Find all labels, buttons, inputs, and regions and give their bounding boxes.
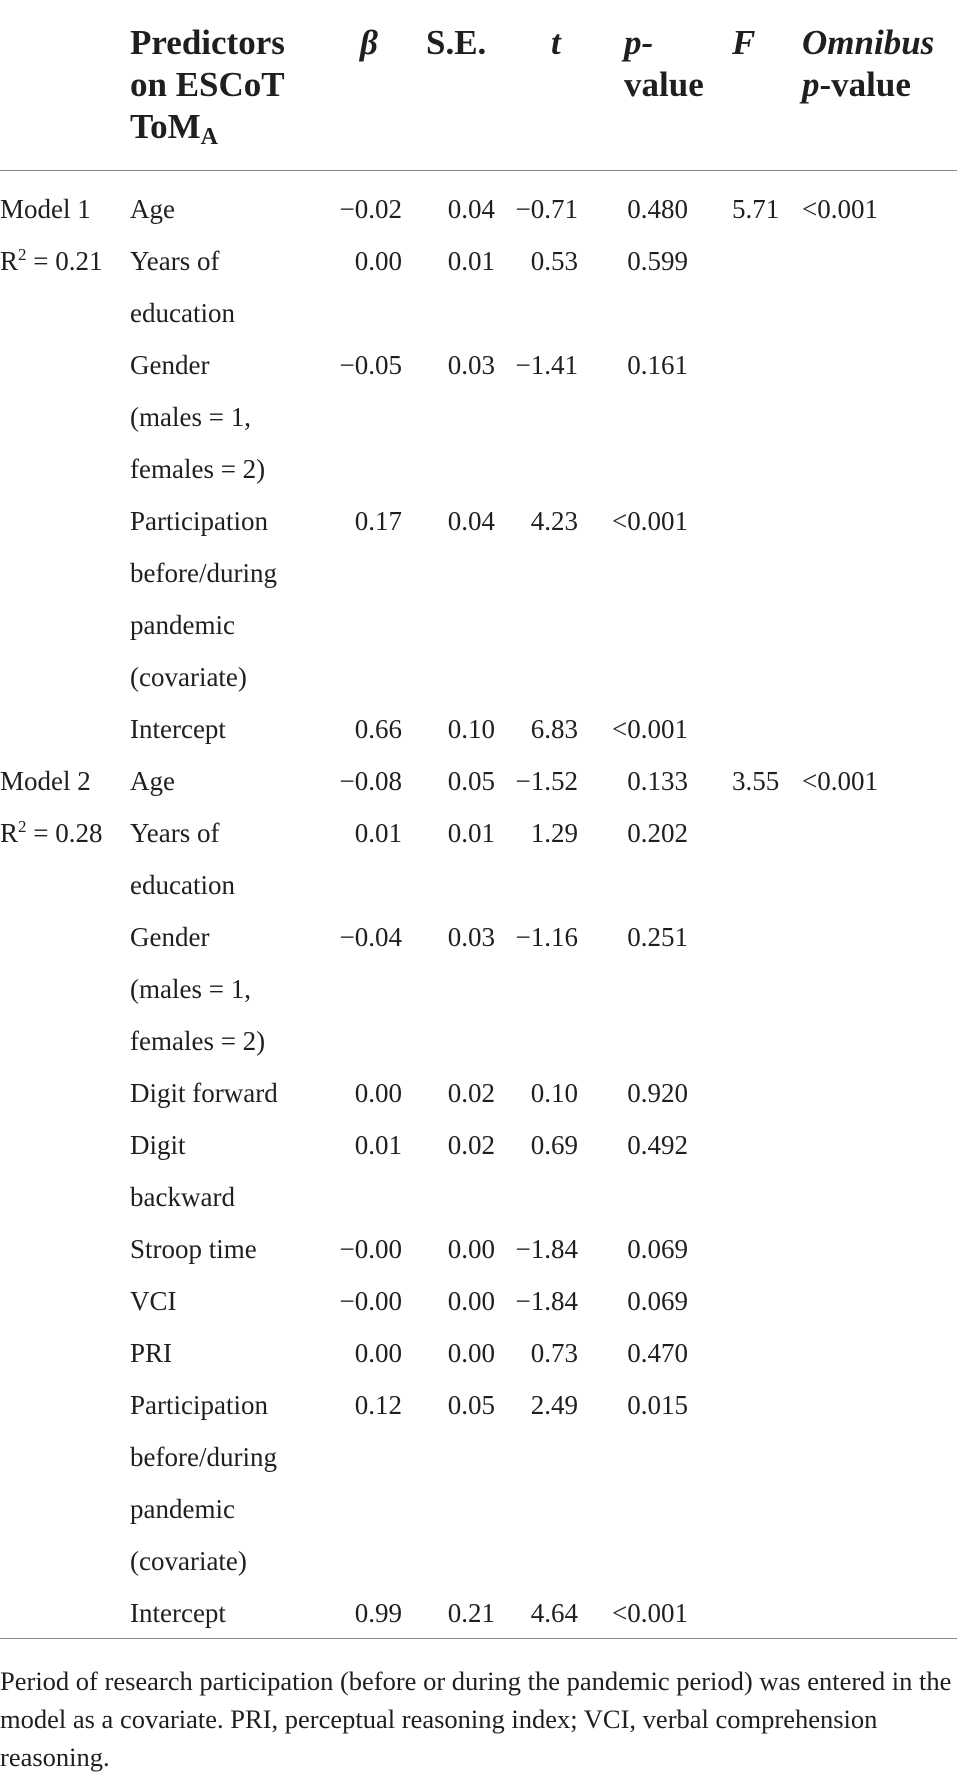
- cell-omnibus: [776, 1535, 957, 1587]
- cell-t: 0.10: [530, 1078, 578, 1108]
- header-omnibus-line1: Omnibus: [802, 23, 935, 62]
- header-omnibus-p: p: [802, 65, 820, 104]
- cell-se: [408, 599, 501, 651]
- cell-t: −1.84: [515, 1234, 578, 1264]
- cell-beta: −0.08: [339, 766, 402, 796]
- cell-model: [0, 599, 130, 651]
- header-row: [0, 14, 957, 171]
- table-row: [0, 391, 957, 443]
- cell-model: [0, 651, 130, 703]
- cell-beta: [312, 1431, 408, 1483]
- cell-p-value: 0.069: [627, 1286, 688, 1316]
- cell-f: [694, 547, 776, 599]
- header-f: F: [694, 14, 776, 171]
- cell-model: [0, 495, 130, 547]
- cell-beta: [312, 1535, 408, 1587]
- r2-label: R: [0, 818, 19, 848]
- cell-se: 0.02: [447, 1130, 495, 1160]
- cell-predictor: (males = 1,: [130, 402, 251, 432]
- cell-se: [408, 391, 501, 443]
- cell-t: [501, 963, 594, 1015]
- cell-omnibus: [776, 1275, 957, 1327]
- cell-f: [694, 339, 776, 391]
- cell-predictor: Age: [130, 194, 175, 224]
- cell-predictor: Participation: [130, 506, 268, 536]
- cell-predictor: education: [130, 870, 235, 900]
- table-header: [0, 14, 957, 171]
- header-se: S.E.: [408, 14, 501, 171]
- cell-se: 0.05: [447, 1390, 495, 1420]
- cell-t: [501, 859, 594, 911]
- cell-model: [0, 235, 130, 287]
- cell-beta: −0.00: [339, 1286, 402, 1316]
- cell-predictor: Intercept: [130, 1598, 226, 1628]
- cell-beta: 0.01: [354, 818, 402, 848]
- cell-f: [694, 1327, 776, 1379]
- cell-p-value: <0.001: [612, 506, 688, 536]
- cell-omnibus: [776, 807, 957, 859]
- cell-omnibus: <0.001: [802, 766, 878, 796]
- cell-p-value: 0.251: [627, 922, 688, 952]
- cell-beta: 0.12: [354, 1390, 402, 1420]
- cell-f: [694, 443, 776, 495]
- cell-predictor: Age: [130, 766, 175, 796]
- table-row: [0, 443, 957, 495]
- cell-t: [501, 1015, 594, 1067]
- cell-f: [694, 703, 776, 755]
- cell-beta: 0.00: [354, 1338, 402, 1368]
- cell-t: −1.16: [515, 922, 578, 952]
- r2-superscript: 2: [18, 245, 27, 264]
- cell-t: −1.84: [515, 1286, 578, 1316]
- cell-p-value: [594, 1015, 694, 1067]
- cell-omnibus: [776, 703, 957, 755]
- cell-predictor: females = 2): [130, 454, 266, 484]
- cell-omnibus: [776, 1587, 957, 1663]
- cell-se: 0.04: [447, 194, 495, 224]
- cell-beta: [312, 1171, 408, 1223]
- cell-p-value: [594, 651, 694, 703]
- cell-omnibus: [776, 599, 957, 651]
- cell-p-value: [594, 859, 694, 911]
- cell-omnibus: [776, 1171, 957, 1223]
- cell-p-value: <0.001: [612, 1598, 688, 1628]
- cell-predictor: Gender: [130, 350, 210, 380]
- cell-t: −0.71: [515, 194, 578, 224]
- cell-f: [694, 911, 776, 963]
- cell-predictor: Years of: [130, 246, 220, 276]
- footnote-line1: Period of research participation (before or during the pandemic period) was entered in the: [0, 1666, 952, 1696]
- cell-se: [408, 1015, 501, 1067]
- cell-model: [0, 547, 130, 599]
- regression-table: [0, 14, 957, 1663]
- table-row: [0, 547, 957, 599]
- cell-p-value: [594, 1171, 694, 1223]
- table-row: [0, 1275, 957, 1327]
- cell-se: [408, 1431, 501, 1483]
- cell-t: 0.73: [530, 1338, 578, 1368]
- cell-model: [0, 391, 130, 443]
- table-row: [0, 1119, 957, 1171]
- cell-f: [694, 235, 776, 287]
- table-row: [0, 963, 957, 1015]
- cell-omnibus: [776, 859, 957, 911]
- cell-f: [694, 963, 776, 1015]
- cell-t: 1.29: [530, 818, 578, 848]
- cell-beta: [312, 651, 408, 703]
- table-row: [0, 1535, 957, 1587]
- cell-omnibus: <0.001: [802, 194, 878, 224]
- table-row: [0, 1431, 957, 1483]
- cell-predictor: Digit: [130, 1130, 186, 1160]
- cell-f: 5.71: [732, 194, 780, 224]
- cell-t: [501, 1431, 594, 1483]
- cell-f: [694, 1015, 776, 1067]
- cell-model: [0, 1483, 130, 1535]
- cell-model: [0, 703, 130, 755]
- cell-omnibus: [776, 287, 957, 339]
- cell-model: [0, 443, 130, 495]
- cell-t: [501, 547, 594, 599]
- cell-t: [501, 391, 594, 443]
- cell-model: [0, 1275, 130, 1327]
- cell-p-value: [594, 599, 694, 651]
- cell-beta: −0.00: [339, 1234, 402, 1264]
- table-bottom-rule: [0, 1638, 957, 1639]
- table-row: [0, 599, 957, 651]
- header-predictors-line2: on ESCoT: [130, 65, 285, 104]
- table-row: [0, 1223, 957, 1275]
- cell-p-value: [594, 1483, 694, 1535]
- cell-p-value: [594, 1535, 694, 1587]
- cell-se: 0.03: [447, 922, 495, 952]
- cell-beta: 0.66: [354, 714, 402, 744]
- cell-model: [0, 287, 130, 339]
- cell-omnibus: [776, 1067, 957, 1119]
- cell-predictor: Gender: [130, 922, 210, 952]
- cell-predictor: (covariate): [130, 1546, 247, 1576]
- cell-p-value: [594, 287, 694, 339]
- cell-se: [408, 963, 501, 1015]
- cell-f: [694, 651, 776, 703]
- cell-p-value: [594, 547, 694, 599]
- cell-omnibus: [776, 235, 957, 287]
- cell-f: [694, 1587, 776, 1663]
- cell-t: −1.41: [515, 350, 578, 380]
- header-p-line1: p-: [624, 23, 654, 62]
- cell-model: [0, 1327, 130, 1379]
- r2-superscript: 2: [18, 817, 27, 836]
- cell-f: [694, 391, 776, 443]
- cell-omnibus: [776, 1379, 957, 1431]
- cell-p-value: 0.069: [627, 1234, 688, 1264]
- cell-se: [408, 1535, 501, 1587]
- cell-se: [408, 547, 501, 599]
- header-predictors-subscript: A: [200, 124, 219, 150]
- cell-se: [408, 859, 501, 911]
- cell-omnibus: [776, 1483, 957, 1535]
- cell-model: [0, 1535, 130, 1587]
- cell-omnibus: [776, 495, 957, 547]
- cell-predictor: before/during: [130, 1442, 277, 1472]
- cell-model: [0, 1223, 130, 1275]
- header-predictors-line1: Predictors: [130, 23, 285, 62]
- header-predictors-line3: ToM: [130, 107, 201, 146]
- cell-omnibus: [776, 1431, 957, 1483]
- cell-model: [0, 807, 130, 859]
- cell-model: [0, 1431, 130, 1483]
- cell-model: [0, 1379, 130, 1431]
- cell-omnibus: [776, 1223, 957, 1275]
- cell-predictor: (covariate): [130, 662, 247, 692]
- cell-f: [694, 495, 776, 547]
- cell-predictor: backward: [130, 1182, 235, 1212]
- cell-p-value: 0.161: [627, 350, 688, 380]
- cell-se: [408, 287, 501, 339]
- cell-f: [694, 1379, 776, 1431]
- header-omnibus-rest: -value: [819, 65, 911, 104]
- cell-f: [694, 1119, 776, 1171]
- cell-p-value: 0.480: [627, 194, 688, 224]
- cell-beta: −0.04: [339, 922, 402, 952]
- cell-predictor: Digit forward: [130, 1078, 278, 1108]
- r2-value: = 0.21: [26, 246, 103, 276]
- cell-predictor: pandemic: [130, 1494, 235, 1524]
- cell-beta: 0.17: [354, 506, 402, 536]
- cell-p-value: [594, 1431, 694, 1483]
- cell-f: [694, 1171, 776, 1223]
- cell-model: [0, 1587, 130, 1663]
- header-p-line2: value: [624, 65, 704, 104]
- cell-t: [501, 1535, 594, 1587]
- cell-model: [0, 963, 130, 1015]
- cell-p-value: 0.133: [627, 766, 688, 796]
- cell-beta: [312, 547, 408, 599]
- cell-t: [501, 651, 594, 703]
- cell-predictor: VCI: [130, 1286, 177, 1316]
- cell-p-value: [594, 391, 694, 443]
- cell-p-value: <0.001: [612, 714, 688, 744]
- table-row: [0, 1171, 957, 1223]
- cell-predictor: PRI: [130, 1338, 173, 1368]
- cell-f: [694, 1431, 776, 1483]
- table-row: [0, 1587, 957, 1663]
- table-row: [0, 235, 957, 287]
- cell-model: [0, 1119, 130, 1171]
- cell-f: [694, 1067, 776, 1119]
- cell-omnibus: [776, 547, 957, 599]
- cell-f: [694, 287, 776, 339]
- cell-f: [694, 599, 776, 651]
- cell-omnibus: [776, 911, 957, 963]
- cell-predictor: Intercept: [130, 714, 226, 744]
- cell-omnibus: [776, 1327, 957, 1379]
- header-model: [0, 14, 130, 171]
- cell-f: [694, 859, 776, 911]
- cell-beta: [312, 859, 408, 911]
- cell-predictor: before/during: [130, 558, 277, 588]
- table-row: [0, 287, 957, 339]
- cell-f: [694, 1535, 776, 1587]
- header-predictors: [130, 14, 312, 171]
- table-row: [0, 339, 957, 391]
- cell-omnibus: [776, 339, 957, 391]
- cell-se: 0.21: [447, 1598, 495, 1628]
- header-omnibus: [776, 14, 957, 171]
- cell-f: [694, 807, 776, 859]
- cell-t: [501, 287, 594, 339]
- table-body: [0, 171, 957, 1664]
- cell-se: 0.02: [447, 1078, 495, 1108]
- cell-model: [0, 339, 130, 391]
- cell-se: 0.00: [447, 1338, 495, 1368]
- table-row: [0, 755, 957, 807]
- cell-model: [0, 1171, 130, 1223]
- cell-beta: [312, 1015, 408, 1067]
- header-t: t: [501, 14, 594, 171]
- cell-omnibus: [776, 1015, 957, 1067]
- cell-p-value: 0.920: [627, 1078, 688, 1108]
- cell-t: 6.83: [530, 714, 578, 744]
- cell-omnibus: [776, 963, 957, 1015]
- cell-p-value: [594, 963, 694, 1015]
- header-beta: β: [312, 14, 408, 171]
- cell-se: [408, 1171, 501, 1223]
- cell-se: 0.04: [447, 506, 495, 536]
- cell-beta: [312, 287, 408, 339]
- table-row: [0, 1067, 957, 1119]
- cell-model: [0, 1015, 130, 1067]
- cell-model: [0, 1067, 130, 1119]
- cell-model: Model 1: [0, 194, 91, 224]
- cell-predictor: Stroop time: [130, 1234, 257, 1264]
- cell-beta: −0.02: [339, 194, 402, 224]
- cell-t: [501, 599, 594, 651]
- cell-t: 0.53: [530, 246, 578, 276]
- table-row: [0, 651, 957, 703]
- table-row: [0, 703, 957, 755]
- cell-f: 3.55: [732, 766, 780, 796]
- cell-beta: [312, 391, 408, 443]
- cell-beta: [312, 1483, 408, 1535]
- cell-se: 0.05: [447, 766, 495, 796]
- table-row: [0, 807, 957, 859]
- cell-t: [501, 443, 594, 495]
- cell-predictor: Participation: [130, 1390, 268, 1420]
- cell-omnibus: [776, 391, 957, 443]
- cell-beta: 0.99: [354, 1598, 402, 1628]
- table-footnote: [0, 1662, 957, 1776]
- cell-p-value: 0.470: [627, 1338, 688, 1368]
- table-row: [0, 1327, 957, 1379]
- cell-t: 4.23: [530, 506, 578, 536]
- cell-beta: 0.00: [354, 246, 402, 276]
- table-row: [0, 911, 957, 963]
- cell-se: 0.01: [447, 246, 495, 276]
- cell-omnibus: [776, 1119, 957, 1171]
- cell-se: [408, 651, 501, 703]
- table-row: [0, 1379, 957, 1431]
- cell-se: [408, 1483, 501, 1535]
- cell-se: 0.03: [447, 350, 495, 380]
- cell-predictor: education: [130, 298, 235, 328]
- cell-predictor: Years of: [130, 818, 220, 848]
- cell-beta: −0.05: [339, 350, 402, 380]
- cell-predictor: pandemic: [130, 610, 235, 640]
- cell-p-value: 0.015: [627, 1390, 688, 1420]
- cell-t: −1.52: [515, 766, 578, 796]
- cell-beta: [312, 443, 408, 495]
- cell-t: 0.69: [530, 1130, 578, 1160]
- header-p-value: [594, 14, 704, 171]
- cell-se: 0.10: [447, 714, 495, 744]
- cell-predictor: (males = 1,: [130, 974, 251, 1004]
- cell-p-value: [594, 443, 694, 495]
- cell-omnibus: [776, 651, 957, 703]
- cell-t: 4.64: [530, 1598, 578, 1628]
- cell-f: [694, 1275, 776, 1327]
- footnote-line2: model as a covariate. PRI, perceptual reasoning index; VCI, verbal comprehension reasoning.: [0, 1704, 878, 1772]
- cell-p-value: 0.492: [627, 1130, 688, 1160]
- table-row: [0, 1483, 957, 1535]
- cell-beta: 0.01: [354, 1130, 402, 1160]
- cell-omnibus: [776, 443, 957, 495]
- cell-se: 0.01: [447, 818, 495, 848]
- cell-se: 0.00: [447, 1286, 495, 1316]
- r2-value: = 0.28: [26, 818, 103, 848]
- cell-p-value: 0.202: [627, 818, 688, 848]
- cell-beta: 0.00: [354, 1078, 402, 1108]
- table-row: [0, 171, 957, 236]
- cell-model: [0, 859, 130, 911]
- cell-model: Model 2: [0, 766, 91, 796]
- cell-t: 2.49: [530, 1390, 578, 1420]
- cell-t: [501, 1483, 594, 1535]
- cell-beta: [312, 599, 408, 651]
- cell-model: [0, 911, 130, 963]
- r2-label: R: [0, 246, 19, 276]
- cell-se: 0.00: [447, 1234, 495, 1264]
- table-row: [0, 859, 957, 911]
- cell-p-value: 0.599: [627, 246, 688, 276]
- cell-f: [694, 1483, 776, 1535]
- cell-se: [408, 443, 501, 495]
- cell-f: [694, 1223, 776, 1275]
- cell-predictor: females = 2): [130, 1026, 266, 1056]
- cell-t: [501, 1171, 594, 1223]
- table-row: [0, 495, 957, 547]
- cell-beta: [312, 963, 408, 1015]
- table-row: [0, 1015, 957, 1067]
